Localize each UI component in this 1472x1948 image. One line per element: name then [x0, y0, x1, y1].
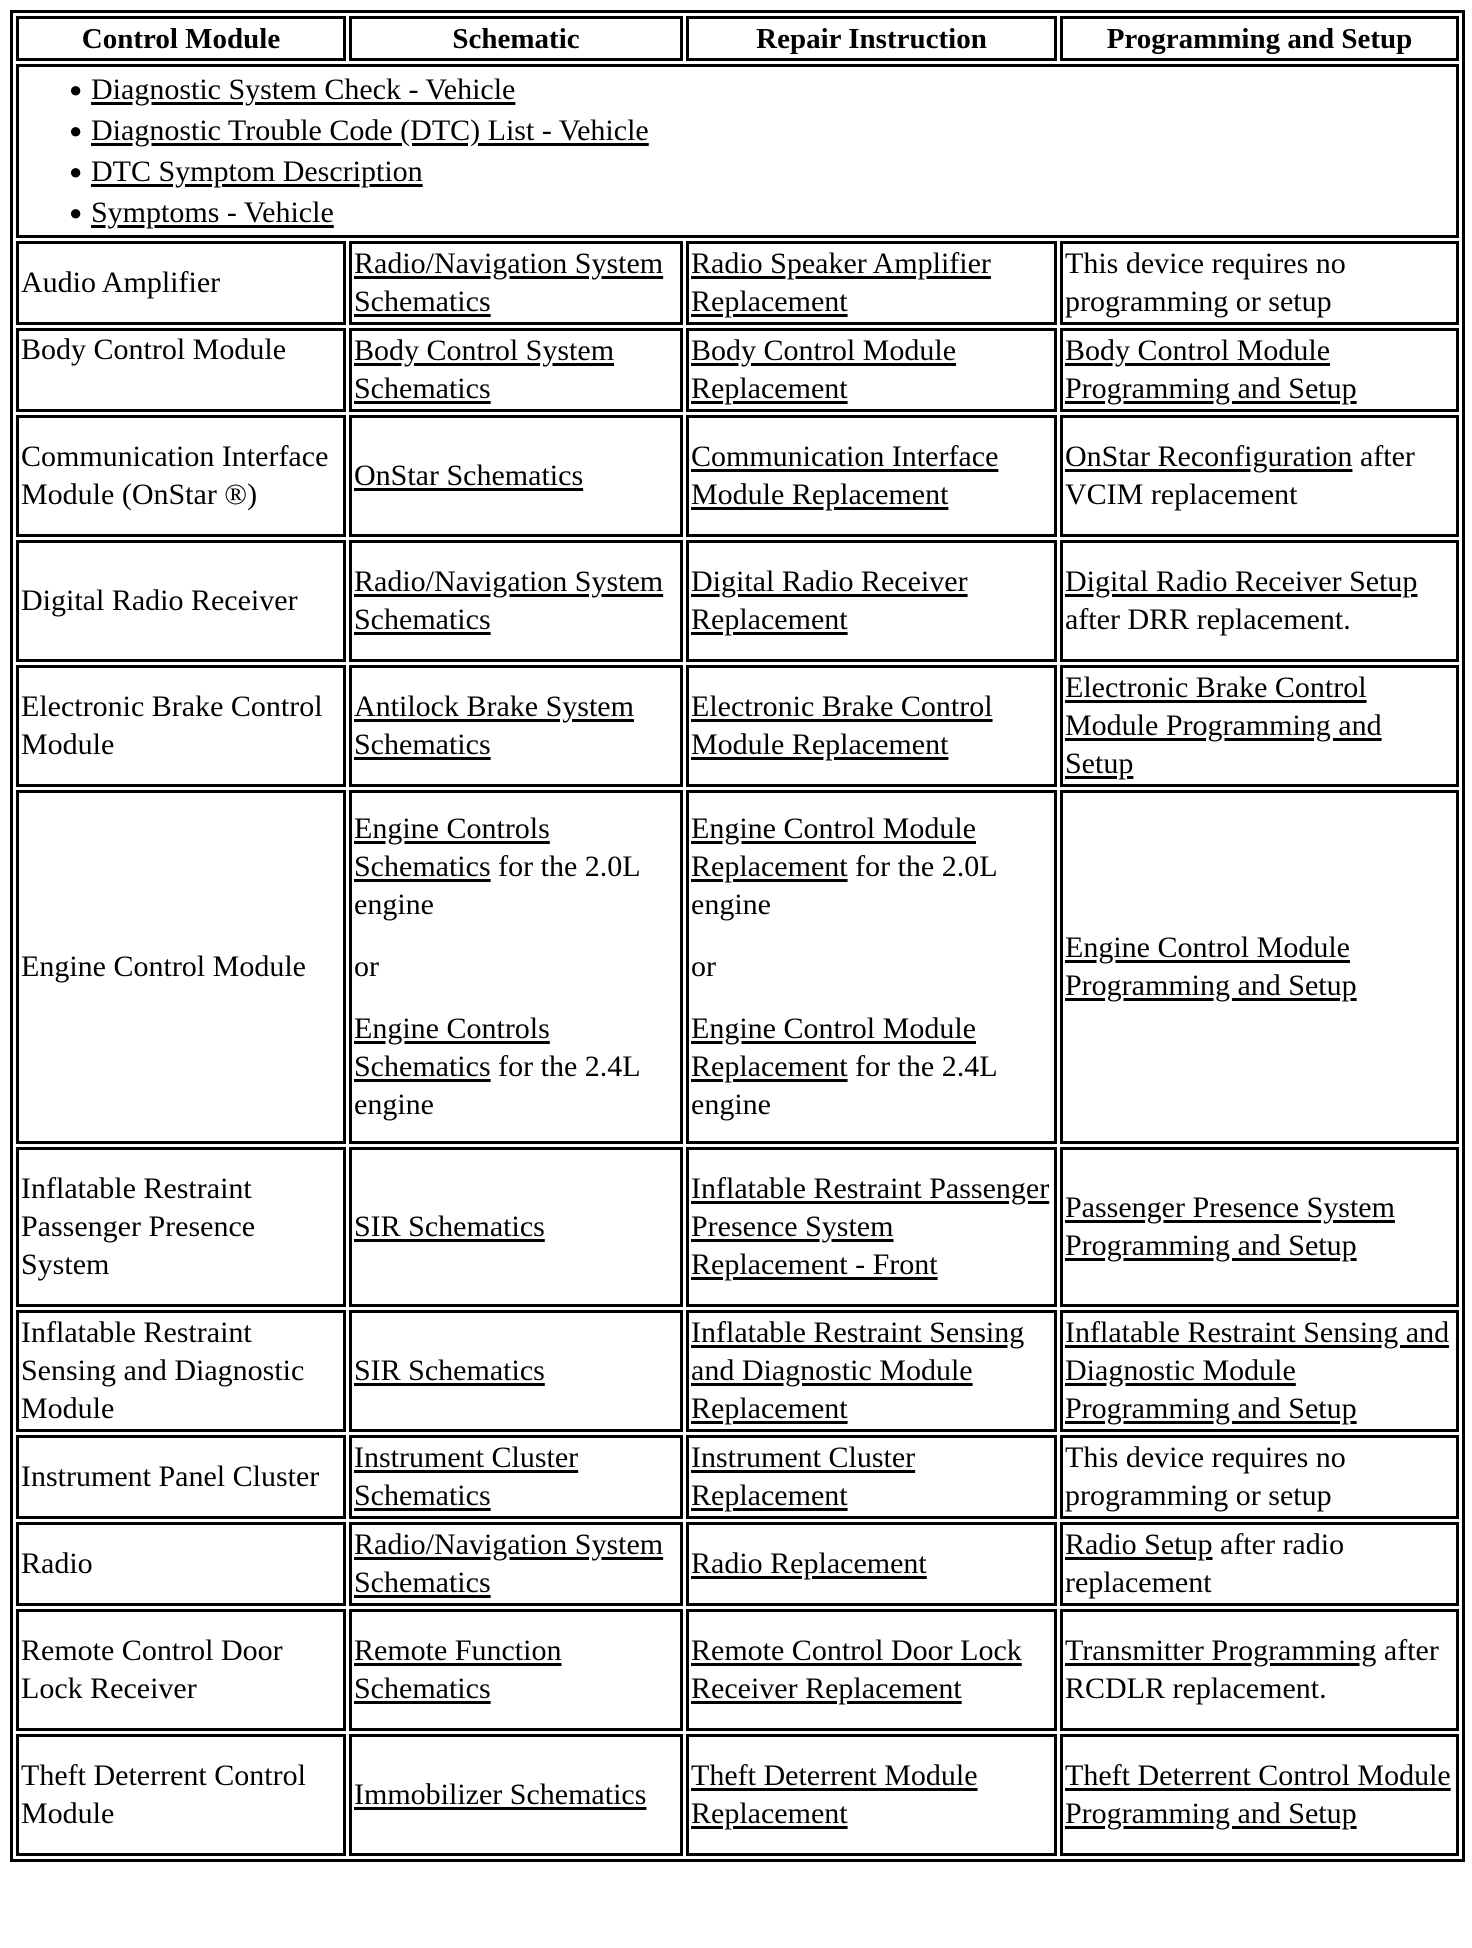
module-name: Audio Amplifier	[16, 241, 346, 325]
list-item	[69, 69, 1454, 110]
repair-cell	[686, 1435, 1057, 1519]
schematic-cell	[349, 328, 683, 412]
programming-link[interactable]: Inflatable Restraint Sensing and Diagnostic Module Programming and Setup	[1065, 1316, 1450, 1425]
module-name: Communication Interface Module (OnStar ®)	[16, 415, 346, 537]
table-row	[16, 540, 1459, 662]
schematic-link-2-4l[interactable]: Engine Controls Schematics	[354, 1012, 550, 1083]
programming-suffix: after VCIM replacement	[1065, 440, 1415, 511]
programming-suffix: after DRR replacement.	[1065, 603, 1351, 636]
module-name: Theft Deterrent Control Module	[16, 1734, 346, 1856]
schematic-link[interactable]: Radio/Navigation System Schematics	[354, 1528, 664, 1599]
bullet-icon: ●	[69, 118, 83, 143]
schematic-link[interactable]: Radio/Navigation System Schematics	[354, 565, 664, 636]
repair-cell	[686, 1310, 1057, 1432]
module-name: Radio	[16, 1522, 346, 1606]
schematic-cell	[349, 1609, 683, 1731]
programming-suffix: after radio replacement	[1065, 1528, 1345, 1599]
schematic-link[interactable]: Immobilizer Schematics	[354, 1778, 647, 1811]
bullet-icon: ●	[69, 159, 83, 184]
repair-link[interactable]: Instrument Cluster Replacement	[691, 1441, 916, 1512]
schematic-cell	[349, 415, 683, 537]
list-item	[69, 192, 1454, 233]
schematic-cell	[349, 1310, 683, 1432]
schematic-link[interactable]: Remote Function Schematics	[354, 1634, 562, 1705]
module-reference-table-wrapper	[10, 10, 1465, 1862]
module-name: Engine Control Module	[16, 790, 346, 1144]
table-row	[16, 1435, 1459, 1519]
repair-cell	[686, 328, 1057, 412]
module-reference-table	[10, 10, 1465, 1862]
programming-cell	[1060, 1310, 1459, 1432]
schematic-link[interactable]: Body Control System Schematics	[354, 334, 615, 405]
repair-cell	[686, 540, 1057, 662]
programming-cell	[1060, 328, 1459, 412]
schematic-suffix-2-0l: for the 2.0L engine	[354, 850, 640, 921]
repair-cell	[686, 665, 1057, 787]
link-dtc-symptom-description[interactable]: DTC Symptom Description	[91, 155, 423, 188]
table-row	[16, 790, 1459, 1144]
or-separator: or	[354, 950, 379, 983]
header-row	[16, 16, 1459, 61]
programming-text: This device requires no programming or setup	[1065, 247, 1346, 318]
header-repair-instruction: Repair Instruction	[686, 16, 1057, 61]
table-row	[16, 1734, 1459, 1856]
repair-suffix-2-0l: for the 2.0L engine	[691, 850, 997, 921]
module-name: Instrument Panel Cluster	[16, 1435, 346, 1519]
programming-cell	[1060, 1147, 1459, 1307]
programming-link[interactable]: Engine Control Module Programming and Setup	[1065, 931, 1357, 1002]
schematic-option-2-0l	[354, 810, 678, 924]
programming-link[interactable]: OnStar Reconfiguration	[1065, 440, 1353, 473]
or-separator: or	[691, 950, 716, 983]
table-row	[16, 665, 1459, 787]
repair-link[interactable]: Inflatable Restraint Sensing and Diagnostic Module Replacement	[691, 1316, 1025, 1425]
programming-cell	[1060, 415, 1459, 537]
repair-link[interactable]: Digital Radio Receiver Replacement	[691, 565, 968, 636]
repair-link-2-0l[interactable]: Engine Control Module Replacement	[691, 812, 976, 883]
schematic-link[interactable]: SIR Schematics	[354, 1210, 545, 1243]
schematic-cell	[349, 241, 683, 325]
programming-link[interactable]: Electronic Brake Control Module Programming and Setup	[1065, 671, 1382, 780]
module-name: Electronic Brake Control Module	[16, 665, 346, 787]
table-row	[16, 328, 1459, 412]
table-row	[16, 415, 1459, 537]
table-row	[16, 1147, 1459, 1307]
programming-cell	[1060, 790, 1459, 1144]
repair-cell	[686, 1522, 1057, 1606]
repair-cell	[686, 1734, 1057, 1856]
schematic-suffix-2-4l: for the 2.4L engine	[354, 1050, 640, 1121]
programming-cell	[1060, 665, 1459, 787]
programming-cell	[1060, 540, 1459, 662]
header-control-module: Control Module	[16, 16, 346, 61]
module-name: Inflatable Restraint Passenger Presence System	[16, 1147, 346, 1307]
general-links-cell	[16, 64, 1459, 238]
repair-suffix-2-4l: for the 2.4L engine	[691, 1050, 997, 1121]
programming-cell	[1060, 1734, 1459, 1856]
bullet-icon: ●	[69, 200, 83, 225]
schematic-cell	[349, 1435, 683, 1519]
module-name: Digital Radio Receiver	[16, 540, 346, 662]
header-schematic: Schematic	[349, 16, 683, 61]
repair-cell	[686, 790, 1057, 1144]
bullet-icon: ●	[69, 77, 83, 102]
programming-cell	[1060, 1435, 1459, 1519]
table-row	[16, 241, 1459, 325]
module-name: Remote Control Door Lock Receiver	[16, 1609, 346, 1731]
repair-link[interactable]: Radio Replacement	[691, 1547, 927, 1580]
repair-cell	[686, 1147, 1057, 1307]
repair-cell	[686, 241, 1057, 325]
link-diagnostic-system-check[interactable]: Diagnostic System Check - Vehicle	[91, 73, 516, 106]
module-name: Body Control Module	[16, 328, 346, 412]
programming-cell	[1060, 1609, 1459, 1731]
repair-cell	[686, 415, 1057, 537]
link-symptoms-vehicle[interactable]: Symptoms - Vehicle	[91, 196, 334, 229]
programming-link[interactable]: Passenger Presence System Programming and Setup	[1065, 1191, 1395, 1262]
schematic-cell	[349, 790, 683, 1144]
general-links-row	[16, 64, 1459, 238]
schematic-link[interactable]: Instrument Cluster Schematics	[354, 1441, 579, 1512]
header-programming-setup: Programming and Setup	[1060, 16, 1459, 61]
schematic-cell	[349, 1147, 683, 1307]
programming-link[interactable]: Radio Setup	[1065, 1528, 1213, 1561]
repair-cell	[686, 1609, 1057, 1731]
programming-cell	[1060, 241, 1459, 325]
list-item	[69, 110, 1454, 151]
programming-link[interactable]: Digital Radio Receiver Setup	[1065, 565, 1418, 598]
repair-link[interactable]: Communication Interface Module Replacement	[691, 440, 999, 511]
module-name: Inflatable Restraint Sensing and Diagnostic Module	[16, 1310, 346, 1432]
repair-option-2-0l	[691, 810, 1052, 924]
repair-link[interactable]: Inflatable Restraint Passenger Presence System Replacement - Front	[691, 1172, 1050, 1281]
schematic-link[interactable]: Antilock Brake System Schematics	[354, 690, 634, 761]
schematic-cell	[349, 1734, 683, 1856]
programming-suffix: after RCDLR replacement.	[1065, 1634, 1439, 1705]
repair-option-2-4l	[691, 1010, 1052, 1124]
schematic-link[interactable]: Radio/Navigation System Schematics	[354, 247, 664, 318]
table-row	[16, 1609, 1459, 1731]
schematic-cell	[349, 665, 683, 787]
link-dtc-list[interactable]: Diagnostic Trouble Code (DTC) List - Vehicle	[91, 114, 649, 147]
repair-link[interactable]: Theft Deterrent Module Replacement	[691, 1759, 978, 1830]
programming-link[interactable]: Theft Deterrent Control Module Programming and Setup	[1065, 1759, 1451, 1830]
schematic-link[interactable]: OnStar Schematics	[354, 459, 584, 492]
table-row	[16, 1522, 1459, 1606]
list-item	[69, 151, 1454, 192]
schematic-cell	[349, 1522, 683, 1606]
programming-link[interactable]: Transmitter Programming	[1065, 1634, 1377, 1667]
repair-link-2-4l[interactable]: Engine Control Module Replacement	[691, 1012, 976, 1083]
repair-link[interactable]: Remote Control Door Lock Receiver Replacement	[691, 1634, 1022, 1705]
programming-cell	[1060, 1522, 1459, 1606]
programming-text: This device requires no programming or setup	[1065, 1441, 1346, 1512]
repair-link[interactable]: Radio Speaker Amplifier Replacement	[691, 247, 991, 318]
schematic-link[interactable]: SIR Schematics	[354, 1354, 545, 1387]
schematic-option-2-4l	[354, 1010, 678, 1124]
programming-link[interactable]: Body Control Module Programming and Setup	[1065, 334, 1357, 405]
general-links-list	[21, 69, 1454, 233]
schematic-link-2-0l[interactable]: Engine Controls Schematics	[354, 812, 550, 883]
table-row	[16, 1310, 1459, 1432]
schematic-cell	[349, 540, 683, 662]
repair-link[interactable]: Electronic Brake Control Module Replacement	[691, 690, 993, 761]
repair-link[interactable]: Body Control Module Replacement	[691, 334, 957, 405]
